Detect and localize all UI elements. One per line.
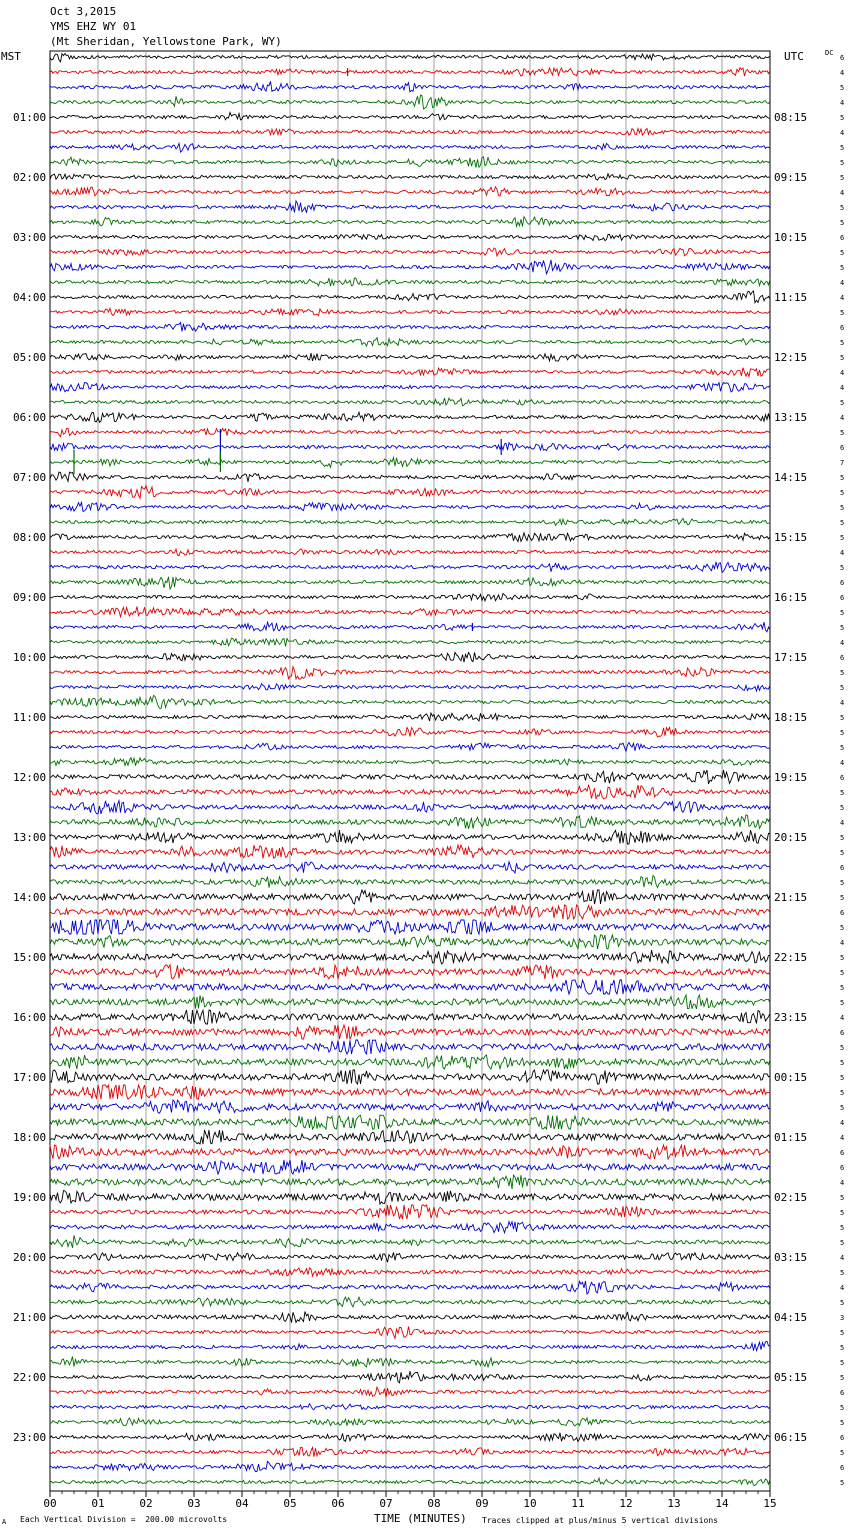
seismic-trace bbox=[50, 472, 770, 482]
dc-offset-value: 5 bbox=[840, 114, 845, 122]
seismic-trace bbox=[50, 1145, 770, 1159]
seismic-trace bbox=[50, 1205, 770, 1219]
dc-offset-value: 5 bbox=[840, 1239, 845, 1247]
seismic-trace bbox=[50, 1371, 770, 1383]
dc-offset-value: 6 bbox=[840, 1149, 845, 1157]
left-hour-label: 23:00 bbox=[13, 1431, 47, 1444]
seismic-trace bbox=[50, 353, 770, 361]
dc-offset-value: 4 bbox=[840, 69, 845, 77]
left-hour-label: 13:00 bbox=[13, 831, 47, 844]
dc-offset-value: 4 bbox=[840, 1134, 845, 1142]
right-hour-label: 16:15 bbox=[774, 591, 808, 604]
dc-offset-value: 6 bbox=[840, 864, 845, 872]
dc-offset-value: 5 bbox=[840, 1089, 845, 1097]
seismic-trace bbox=[50, 1312, 770, 1323]
x-tick-label: 14 bbox=[715, 1497, 729, 1510]
dc-offset-value: 4 bbox=[840, 1284, 845, 1292]
seismic-trace bbox=[50, 81, 770, 92]
x-tick-label: 09 bbox=[475, 1497, 489, 1510]
x-tick-label: 15 bbox=[763, 1497, 777, 1510]
seismic-trace bbox=[50, 1387, 770, 1397]
seismic-trace bbox=[50, 785, 770, 799]
chart-date: Oct 3,2015 bbox=[50, 5, 117, 18]
seismic-trace bbox=[50, 562, 770, 573]
seismic-trace bbox=[50, 54, 770, 62]
left-hour-label: 19:00 bbox=[13, 1191, 47, 1204]
x-tick-label: 10 bbox=[523, 1497, 537, 1510]
dc-offset-value: 5 bbox=[840, 1479, 845, 1487]
seismic-trace bbox=[50, 518, 770, 525]
dc-offset-value: 5 bbox=[840, 1329, 845, 1337]
seismic-trace bbox=[50, 428, 770, 436]
dc-offset-value: 5 bbox=[840, 999, 845, 1007]
dc-offset-value: 5 bbox=[840, 489, 845, 497]
seismic-trace bbox=[50, 607, 770, 617]
seismic-trace bbox=[50, 322, 770, 331]
left-hour-label: 20:00 bbox=[13, 1251, 47, 1264]
dc-offset-value: 5 bbox=[840, 1059, 845, 1067]
left-hour-label: 10:00 bbox=[13, 651, 47, 664]
left-hour-label: 16:00 bbox=[13, 1011, 47, 1024]
x-tick-label: 05 bbox=[283, 1497, 297, 1510]
right-hour-label: 18:15 bbox=[774, 711, 808, 724]
left-hour-label: 17:00 bbox=[13, 1071, 47, 1084]
x-tick-label: 11 bbox=[571, 1497, 585, 1510]
dc-offset-value: 4 bbox=[840, 384, 845, 392]
right-hour-label: 13:15 bbox=[774, 411, 808, 424]
dc-offset-value: 5 bbox=[840, 1404, 845, 1412]
seismic-trace bbox=[50, 112, 770, 120]
seismic-trace bbox=[50, 368, 770, 377]
seismic-trace bbox=[50, 1040, 770, 1054]
dc-offset-value: 6 bbox=[840, 654, 845, 662]
dc-offset-value: 5 bbox=[840, 744, 845, 752]
left-hour-label: 07:00 bbox=[13, 471, 47, 484]
seismic-trace bbox=[50, 278, 770, 286]
right-hour-label: 01:15 bbox=[774, 1131, 808, 1144]
seismic-trace bbox=[50, 458, 770, 468]
seismic-trace bbox=[50, 549, 770, 556]
left-hour-label: 12:00 bbox=[13, 771, 47, 784]
right-hour-label: 15:15 bbox=[774, 531, 808, 544]
dc-offset-value: 5 bbox=[840, 144, 845, 152]
x-tick-label: 04 bbox=[235, 1497, 249, 1510]
seismic-trace bbox=[50, 1222, 770, 1233]
seismic-trace bbox=[50, 845, 770, 858]
dc-offset-value: 5 bbox=[840, 339, 845, 347]
dc-offset-value: 5 bbox=[840, 249, 845, 257]
seismic-trace bbox=[50, 815, 770, 829]
seismic-trace bbox=[50, 1297, 770, 1307]
dc-offset-value: 5 bbox=[840, 309, 845, 317]
seismic-trace bbox=[50, 157, 770, 168]
dc-offset-value: 4 bbox=[840, 639, 845, 647]
seismic-trace bbox=[50, 1478, 770, 1485]
station-code: YMS EHZ WY 01 bbox=[50, 20, 137, 33]
seismic-trace bbox=[50, 143, 770, 152]
x-tick-label: 02 bbox=[139, 1497, 153, 1510]
dc-offset-value: 6 bbox=[840, 444, 845, 452]
seismic-trace bbox=[50, 1447, 770, 1457]
x-tick-label: 07 bbox=[379, 1497, 393, 1510]
seismic-trace bbox=[50, 412, 770, 422]
dc-offset-value: 5 bbox=[840, 1269, 845, 1277]
seismic-trace bbox=[50, 95, 770, 109]
dc-offset-value: 4 bbox=[840, 294, 845, 302]
dc-offset-value: 5 bbox=[840, 1074, 845, 1082]
seismic-trace bbox=[50, 308, 770, 315]
seismic-trace bbox=[50, 1235, 770, 1248]
right-hour-label: 04:15 bbox=[774, 1311, 808, 1324]
seismic-trace bbox=[50, 1175, 770, 1189]
dc-offset-value: 6 bbox=[840, 54, 845, 62]
right-timezone-label: UTC bbox=[784, 50, 804, 63]
dc-offset-value: 5 bbox=[840, 834, 845, 842]
dc-offset-value: 7 bbox=[840, 459, 845, 467]
left-hour-label: 22:00 bbox=[13, 1371, 47, 1384]
dc-offset-value: 4 bbox=[840, 699, 845, 707]
left-hour-label: 15:00 bbox=[13, 951, 47, 964]
seismic-trace bbox=[50, 1130, 770, 1144]
right-hour-label: 06:15 bbox=[774, 1431, 808, 1444]
right-hour-label: 03:15 bbox=[774, 1251, 808, 1264]
seismic-trace bbox=[50, 129, 770, 136]
dc-offset-value: 6 bbox=[840, 1464, 845, 1472]
dc-offset-value: 6 bbox=[840, 774, 845, 782]
seismic-trace bbox=[50, 905, 770, 919]
seismic-trace bbox=[50, 1070, 770, 1084]
seismic-trace bbox=[50, 935, 770, 949]
seismic-trace bbox=[50, 801, 770, 814]
x-tick-label: 00 bbox=[43, 1497, 57, 1510]
left-hour-label: 06:00 bbox=[13, 411, 47, 424]
seismic-trace bbox=[50, 502, 770, 511]
seismic-trace bbox=[50, 217, 770, 227]
dc-offset-value: 5 bbox=[840, 729, 845, 737]
dc-offset-value: 5 bbox=[840, 624, 845, 632]
right-hour-label: 21:15 bbox=[774, 891, 808, 904]
right-hour-label: 11:15 bbox=[774, 291, 808, 304]
dc-offset-value: 5 bbox=[840, 924, 845, 932]
seismic-trace bbox=[50, 1085, 770, 1099]
dc-offset-value: 5 bbox=[840, 159, 845, 167]
seismic-trace bbox=[50, 684, 770, 691]
dc-offset-value: 5 bbox=[840, 1194, 845, 1202]
dc-offset-value: 4 bbox=[840, 99, 845, 107]
seismic-trace bbox=[50, 338, 770, 347]
dc-offset-value: 5 bbox=[840, 609, 845, 617]
seismic-trace bbox=[50, 260, 770, 274]
dc-offset-value: 4 bbox=[840, 1014, 845, 1022]
dc-offset-value: 5 bbox=[840, 204, 845, 212]
clip-note: Traces clipped at plus/minus 5 vertical divisions bbox=[482, 1516, 719, 1525]
dc-offset-value: 5 bbox=[840, 1044, 845, 1052]
left-hour-label: 02:00 bbox=[13, 171, 47, 184]
seismic-trace bbox=[50, 1404, 770, 1410]
right-hour-label: 09:15 bbox=[774, 171, 808, 184]
seismic-trace bbox=[50, 1461, 770, 1471]
seismic-trace bbox=[50, 486, 770, 499]
seismic-trace bbox=[50, 1268, 770, 1276]
left-hour-label: 18:00 bbox=[13, 1131, 47, 1144]
seismic-trace bbox=[50, 1252, 770, 1262]
left-hour-label: 01:00 bbox=[13, 111, 47, 124]
dc-offset-value: 6 bbox=[840, 594, 845, 602]
left-timezone-label: MST bbox=[1, 50, 21, 63]
seismic-trace bbox=[50, 652, 770, 662]
dc-offset-value: 5 bbox=[840, 969, 845, 977]
left-hour-label: 21:00 bbox=[13, 1311, 47, 1324]
right-hour-label: 14:15 bbox=[774, 471, 808, 484]
right-hour-label: 20:15 bbox=[774, 831, 808, 844]
seismic-trace bbox=[50, 743, 770, 752]
seismic-trace bbox=[50, 68, 770, 76]
scale-note: Each Vertical Division = 200.00 microvolts bbox=[20, 1515, 228, 1524]
dc-offset-value: 5 bbox=[840, 174, 845, 182]
left-hour-label: 08:00 bbox=[13, 531, 47, 544]
seismic-trace bbox=[50, 187, 770, 196]
dc-offset-value: 4 bbox=[840, 549, 845, 557]
dc-offset-value: 5 bbox=[840, 849, 845, 857]
seismic-trace bbox=[50, 667, 770, 679]
left-hour-label: 04:00 bbox=[13, 291, 47, 304]
x-tick-label: 06 bbox=[331, 1497, 345, 1510]
seismic-trace bbox=[50, 383, 770, 392]
dc-offset-value: 5 bbox=[840, 714, 845, 722]
seismic-trace bbox=[50, 758, 770, 766]
seismic-trace bbox=[50, 174, 770, 180]
left-hour-label: 09:00 bbox=[13, 591, 47, 604]
left-hour-label: 14:00 bbox=[13, 891, 47, 904]
x-tick-label: 01 bbox=[91, 1497, 105, 1510]
left-hour-label: 05:00 bbox=[13, 351, 47, 364]
dc-offset-value: 4 bbox=[840, 1119, 845, 1127]
dc-offset-value: 5 bbox=[840, 1299, 845, 1307]
x-tick-label: 03 bbox=[187, 1497, 201, 1510]
seismic-trace bbox=[50, 638, 770, 646]
seismic-trace bbox=[50, 1326, 770, 1338]
seismic-trace bbox=[50, 965, 770, 979]
seismic-trace bbox=[50, 1433, 770, 1442]
seismic-trace bbox=[50, 622, 770, 632]
right-hour-label: 02:15 bbox=[774, 1191, 808, 1204]
dc-offset-value: 5 bbox=[840, 954, 845, 962]
dc-offset-value: 5 bbox=[840, 789, 845, 797]
right-hour-label: 08:15 bbox=[774, 111, 808, 124]
seismic-trace bbox=[50, 1055, 770, 1069]
dc-offset-value: 5 bbox=[840, 804, 845, 812]
seismic-trace bbox=[50, 291, 770, 303]
dc-offset-value: 5 bbox=[840, 264, 845, 272]
seismic-trace bbox=[50, 696, 770, 709]
x-tick-label: 13 bbox=[667, 1497, 681, 1510]
right-hour-label: 17:15 bbox=[774, 651, 808, 664]
station-location: (Mt Sheridan, Yellowstone Park, WY) bbox=[50, 35, 282, 48]
x-tick-label: 12 bbox=[619, 1497, 633, 1510]
seismic-trace bbox=[50, 201, 770, 213]
dc-offset-value: 5 bbox=[840, 474, 845, 482]
dc-offset-value: 4 bbox=[840, 414, 845, 422]
dc-offset-value: 5 bbox=[840, 1449, 845, 1457]
seismic-trace bbox=[50, 890, 770, 904]
seismic-trace bbox=[50, 1418, 770, 1426]
dc-offset-header: DC bbox=[825, 49, 834, 57]
seismic-trace bbox=[50, 577, 770, 589]
dc-offset-value: 5 bbox=[840, 504, 845, 512]
dc-offset-value: 6 bbox=[840, 1164, 845, 1172]
dc-offset-value: 5 bbox=[840, 84, 845, 92]
dc-offset-value: 5 bbox=[840, 684, 845, 692]
seismic-trace bbox=[50, 713, 770, 721]
dc-offset-value: 6 bbox=[840, 234, 845, 242]
seismic-trace bbox=[50, 950, 770, 964]
seismic-trace bbox=[50, 248, 770, 256]
dc-offset-value: 5 bbox=[840, 984, 845, 992]
right-hour-label: 10:15 bbox=[774, 231, 808, 244]
seismic-trace bbox=[50, 533, 770, 542]
dc-offset-value: 6 bbox=[840, 909, 845, 917]
dc-offset-value: 5 bbox=[840, 669, 845, 677]
dc-offset-value: 6 bbox=[840, 1029, 845, 1037]
seismic-trace bbox=[50, 594, 770, 601]
footer-mark: A bbox=[2, 1518, 7, 1526]
left-hour-label: 03:00 bbox=[13, 231, 47, 244]
dc-offset-value: 5 bbox=[840, 1344, 845, 1352]
dc-offset-value: 5 bbox=[840, 564, 845, 572]
dc-offset-value: 6 bbox=[840, 1389, 845, 1397]
seismic-trace bbox=[50, 1191, 770, 1204]
dc-offset-value: 5 bbox=[840, 1374, 845, 1382]
seismic-trace bbox=[50, 1115, 770, 1129]
dc-offset-value: 4 bbox=[840, 279, 845, 287]
x-axis-title: TIME (MINUTES) bbox=[374, 1512, 467, 1525]
dc-offset-value: 4 bbox=[840, 1254, 845, 1262]
dc-offset-value: 4 bbox=[840, 1179, 845, 1187]
plot-frame bbox=[50, 51, 770, 1491]
dc-offset-value: 5 bbox=[840, 534, 845, 542]
dc-offset-value: 5 bbox=[840, 1209, 845, 1217]
dc-offset-value: 5 bbox=[840, 1224, 845, 1232]
seismic-trace bbox=[50, 1341, 770, 1350]
seismic-trace bbox=[50, 980, 770, 994]
dc-offset-value: 5 bbox=[840, 1104, 845, 1112]
dc-offset-value: 5 bbox=[840, 429, 845, 437]
dc-offset-value: 6 bbox=[840, 1434, 845, 1442]
dc-offset-value: 5 bbox=[840, 1419, 845, 1427]
dc-offset-value: 5 bbox=[840, 519, 845, 527]
seismic-trace bbox=[50, 876, 770, 888]
seismic-trace bbox=[50, 1357, 770, 1367]
seismic-trace bbox=[50, 1025, 770, 1039]
seismic-trace bbox=[50, 920, 770, 934]
seismic-trace bbox=[50, 770, 770, 784]
dc-offset-value: 5 bbox=[840, 354, 845, 362]
seismic-trace bbox=[50, 1010, 770, 1024]
seismic-trace bbox=[50, 830, 770, 844]
dc-offset-value: 6 bbox=[840, 324, 845, 332]
right-hour-label: 22:15 bbox=[774, 951, 808, 964]
x-tick-label: 08 bbox=[427, 1497, 441, 1510]
seismic-trace bbox=[50, 1160, 770, 1174]
dc-offset-value: 5 bbox=[840, 1359, 845, 1367]
dc-offset-value: 4 bbox=[840, 819, 845, 827]
dc-offset-value: 4 bbox=[840, 129, 845, 137]
dc-offset-value: 4 bbox=[840, 369, 845, 377]
dc-offset-value: 5 bbox=[840, 894, 845, 902]
seismic-trace bbox=[50, 862, 770, 873]
dc-offset-value: 6 bbox=[840, 579, 845, 587]
right-hour-label: 00:15 bbox=[774, 1071, 808, 1084]
dc-offset-value: 5 bbox=[840, 399, 845, 407]
seismic-trace bbox=[50, 1100, 770, 1113]
seismic-trace bbox=[50, 398, 770, 406]
seismic-trace bbox=[50, 234, 770, 240]
dc-offset-value: 3 bbox=[840, 1314, 845, 1322]
right-hour-label: 23:15 bbox=[774, 1011, 808, 1024]
dc-offset-value: 4 bbox=[840, 759, 845, 767]
left-hour-label: 11:00 bbox=[13, 711, 47, 724]
dc-offset-value: 5 bbox=[840, 879, 845, 887]
dc-offset-value: 4 bbox=[840, 939, 845, 947]
seismic-trace bbox=[50, 1281, 770, 1294]
seismic-trace bbox=[50, 995, 770, 1009]
seismic-trace bbox=[50, 443, 770, 451]
right-hour-label: 19:15 bbox=[774, 771, 808, 784]
dc-offset-value: 5 bbox=[840, 219, 845, 227]
seismic-trace bbox=[50, 727, 770, 737]
right-hour-label: 12:15 bbox=[774, 351, 808, 364]
dc-offset-value: 4 bbox=[840, 189, 845, 197]
right-hour-label: 05:15 bbox=[774, 1371, 808, 1384]
